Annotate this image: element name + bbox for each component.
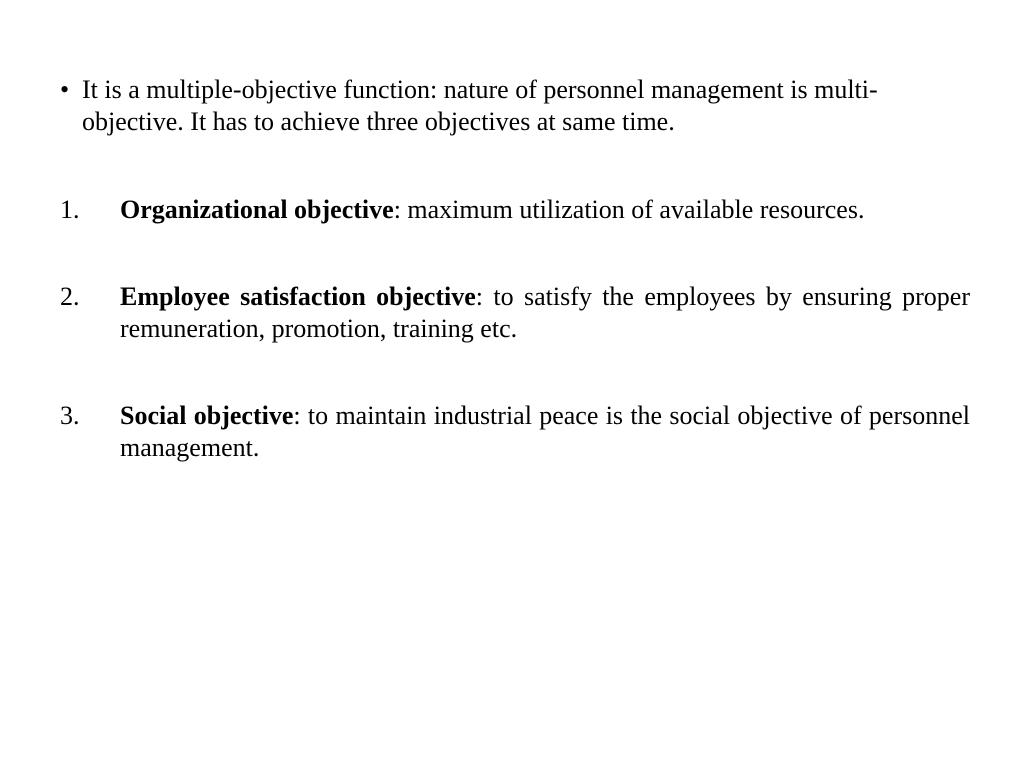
objective-description: to satisfy the employees by ensuring proper remuneration, promotion, training etc. [120, 282, 971, 343]
objective-number: 1. [60, 195, 80, 224]
objective-description: to maintain industrial peace is the social objective of personnel management. [120, 401, 970, 462]
objective-term: Social objective [120, 401, 294, 430]
objective-description: maximum utilization of available resources. [400, 195, 865, 224]
objective-number: 3. [60, 401, 80, 430]
objective-term: Employee satisfaction objective [120, 282, 476, 311]
objectives-list [60, 194, 970, 464]
bullet-icon: • [60, 75, 70, 104]
objective-separator: : [475, 282, 484, 311]
objective-number: 2. [60, 282, 80, 311]
objective-item [60, 400, 970, 464]
intro-text: It is a multiple-objective function: nature of personnel management is multi-objective. It has to achieve three objectives at same time. [82, 75, 878, 136]
objective-item [60, 281, 970, 345]
objective-item [60, 194, 970, 226]
objective-term: Organizational objective [120, 195, 394, 224]
objective-separator: : [393, 195, 401, 224]
slide-content [60, 74, 970, 464]
intro-bullet-item [60, 74, 970, 138]
objective-separator: : [293, 401, 301, 430]
